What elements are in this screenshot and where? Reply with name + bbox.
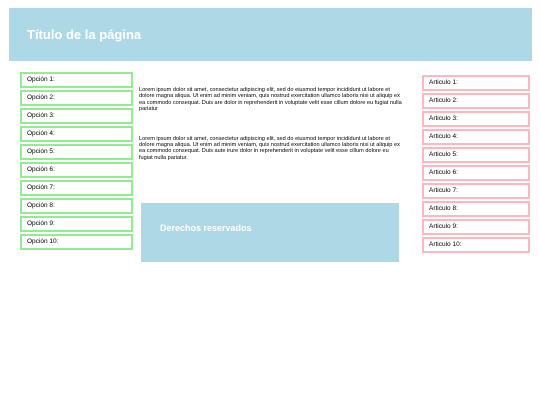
- article-item-8[interactable]: Articulo 8:: [422, 201, 530, 217]
- option-item-2[interactable]: Opción 2:: [20, 90, 133, 106]
- footer-text: Derechos reservados: [160, 222, 252, 233]
- article-item-6[interactable]: Articulo 6:: [422, 165, 530, 181]
- article-item-1[interactable]: Articulo 1:: [422, 75, 530, 91]
- option-item-1[interactable]: Opción 1:: [20, 72, 133, 88]
- page-title: Título de la página: [27, 27, 142, 42]
- option-item-5[interactable]: Opción 5:: [20, 144, 133, 160]
- page-header: [9, 8, 532, 61]
- page-footer: [141, 203, 399, 262]
- option-item-4[interactable]: Opción 4:: [20, 126, 133, 142]
- option-item-7[interactable]: Opción 7:: [20, 180, 133, 196]
- content-paragraph-1: Lorem ipsum dolor sit amet, consectetur adipiscing elit, sed do eiusmod tempor incididunt ut labore et dolore magna aliqua. Ut enim ad minim veniam, quis nostrud exercitation ullamco laboris nisi ut aliquip ex ea commodo consequat. Duis are dolor in reprehenderit in voluptate velit esse cillum dolore eu fugiat nulla pariatur: [139, 87, 402, 113]
- option-item-3[interactable]: Opción 3:: [20, 108, 133, 124]
- article-item-9[interactable]: Articulo 9:: [422, 219, 530, 235]
- left-options-list: [20, 72, 133, 250]
- article-item-5[interactable]: Articulo 5:: [422, 147, 530, 163]
- article-item-7[interactable]: Articulo 7:: [422, 183, 530, 199]
- article-item-10[interactable]: Articulo 10:: [422, 237, 530, 253]
- main-content: [139, 87, 402, 184]
- option-item-9[interactable]: Opción 9:: [20, 216, 133, 232]
- article-item-3[interactable]: Articulo 3:: [422, 111, 530, 127]
- option-item-8[interactable]: Opción 8:: [20, 198, 133, 214]
- right-articles-list: [422, 75, 530, 253]
- article-item-2[interactable]: Articulo 2:: [422, 93, 530, 109]
- option-item-10[interactable]: Opción 10:: [20, 234, 133, 250]
- option-item-6[interactable]: Opción 6:: [20, 162, 133, 178]
- content-paragraph-2: Lorem ipsum dolor sit amet, consectetur adipiscing elit, sed do eiusmod tempor incididunt ut labore et dolore magna aliqua. Ut enim ad minim veniam, quis nostrud exercitation ullamco laboris nisi ut aliquip ex ea commodo consequat. Duis aute irure dolor in reprehenderit in voluptate velit esse cillum dolore eu fugiat nulla pariatur.: [139, 135, 400, 161]
- article-item-4[interactable]: Articulo 4:: [422, 129, 530, 145]
